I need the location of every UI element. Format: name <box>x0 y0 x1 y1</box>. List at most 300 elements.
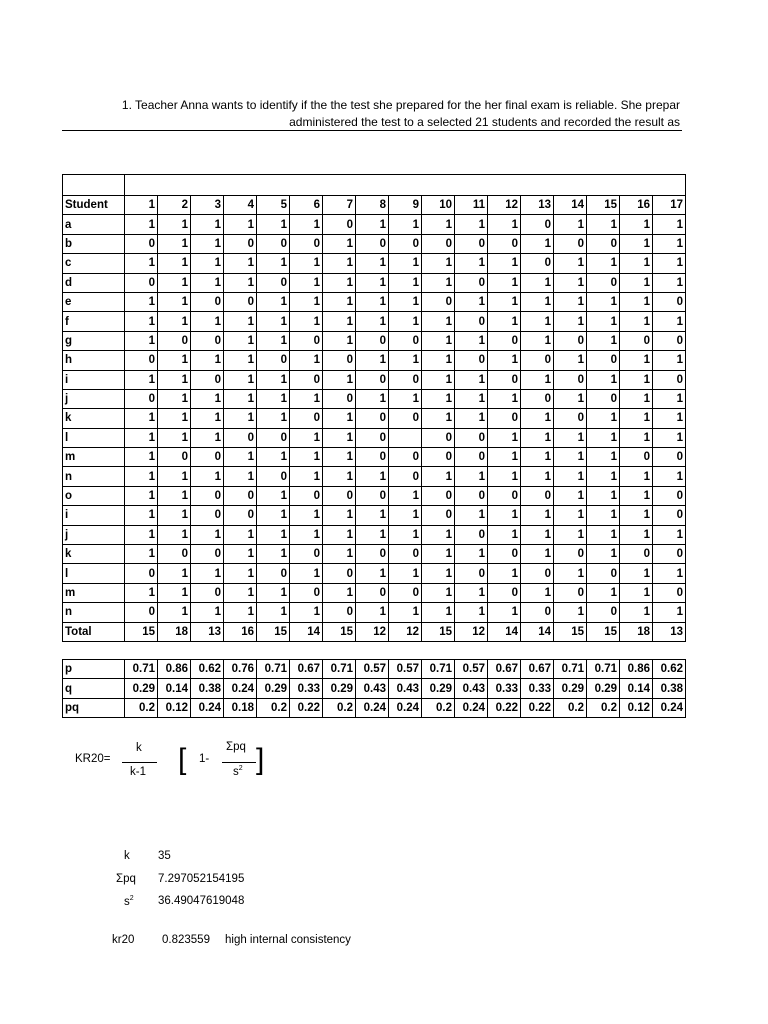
score-cell: 1 <box>323 370 356 389</box>
stats-row-q <box>63 679 686 698</box>
score-cell: 1 <box>191 215 224 234</box>
stats-cell: 0.29 <box>554 679 587 698</box>
score-cell: 1 <box>554 389 587 408</box>
score-cell: 1 <box>356 506 389 525</box>
score-cell: 0 <box>620 448 653 467</box>
score-cell: 1 <box>587 583 620 602</box>
total-cell: 14 <box>521 622 554 641</box>
score-cell: 0 <box>620 331 653 350</box>
score-cell: 0 <box>389 448 422 467</box>
score-cell: 1 <box>620 254 653 273</box>
score-cell: 0 <box>224 292 257 311</box>
student-name: f <box>63 312 125 331</box>
score-cell: 1 <box>125 370 158 389</box>
score-cell: 1 <box>422 312 455 331</box>
score-cell: 1 <box>125 583 158 602</box>
score-cell: 0 <box>653 331 686 350</box>
table-row <box>63 506 686 525</box>
table-row <box>63 234 686 253</box>
score-cell: 0 <box>191 506 224 525</box>
item-number-header: 12 <box>488 196 521 215</box>
score-cell: 1 <box>290 215 323 234</box>
score-cell: 1 <box>257 583 290 602</box>
formula-label: KR20= <box>75 753 111 765</box>
score-cell: 1 <box>422 254 455 273</box>
score-cell: 1 <box>389 603 422 622</box>
stats-cell: 0.14 <box>158 679 191 698</box>
score-cell: 1 <box>224 409 257 428</box>
score-cell: 0 <box>389 409 422 428</box>
score-cell: 1 <box>356 254 389 273</box>
stats-label: pq <box>63 698 125 717</box>
score-cell: 1 <box>290 312 323 331</box>
score-cell: 1 <box>521 409 554 428</box>
score-cell: 1 <box>422 409 455 428</box>
student-name: i <box>63 370 125 389</box>
score-cell: 1 <box>356 215 389 234</box>
score-cell: 0 <box>290 583 323 602</box>
score-cell: 0 <box>422 234 455 253</box>
kr20-interpretation: high internal consistency <box>225 934 351 946</box>
score-cell: 1 <box>125 331 158 350</box>
score-cell: 1 <box>257 448 290 467</box>
variance-value: 36.49047619048 <box>158 895 245 907</box>
score-cell: 1 <box>257 486 290 505</box>
item-number-header: 16 <box>620 196 653 215</box>
item-number-header: 6 <box>290 196 323 215</box>
score-cell: 1 <box>290 525 323 544</box>
score-cell: 1 <box>257 603 290 622</box>
table-row <box>63 486 686 505</box>
stats-cell: 0.2 <box>257 698 290 717</box>
item-number-header: 3 <box>191 196 224 215</box>
header-student-label: Student <box>63 196 125 215</box>
score-cell: 1 <box>422 564 455 583</box>
score-cell: 0 <box>356 370 389 389</box>
score-cell: 1 <box>389 312 422 331</box>
score-cell: 1 <box>455 409 488 428</box>
score-cell: 1 <box>191 428 224 447</box>
score-cell: 0 <box>422 448 455 467</box>
score-cell: 1 <box>191 409 224 428</box>
table-row <box>63 409 686 428</box>
total-cell: 15 <box>323 622 356 641</box>
score-cell: 1 <box>224 545 257 564</box>
stats-cell: 0.22 <box>488 698 521 717</box>
stats-cell: 0.14 <box>620 679 653 698</box>
score-cell: 1 <box>389 254 422 273</box>
score-cell: 1 <box>356 351 389 370</box>
stats-cell: 0.71 <box>422 660 455 679</box>
score-cell: 1 <box>554 312 587 331</box>
score-cell: 1 <box>158 467 191 486</box>
stats-cell: 0.62 <box>191 660 224 679</box>
student-name: g <box>63 331 125 350</box>
score-cell: 0 <box>323 603 356 622</box>
score-cell: 0 <box>224 428 257 447</box>
score-cell: 1 <box>191 564 224 583</box>
score-cell: 0 <box>455 312 488 331</box>
score-cell: 1 <box>191 254 224 273</box>
score-cell: 1 <box>653 389 686 408</box>
blank-merged-cell <box>125 175 686 196</box>
table-row <box>63 331 686 350</box>
variance-label: $s^2$ <box>124 895 134 908</box>
score-cell: 1 <box>521 467 554 486</box>
score-cell: 1 <box>554 467 587 486</box>
score-cell: 1 <box>158 486 191 505</box>
score-cell: 0 <box>356 409 389 428</box>
score-cell: 1 <box>521 312 554 331</box>
score-cell: 0 <box>521 486 554 505</box>
score-cell: 1 <box>455 370 488 389</box>
score-cell: 0 <box>554 234 587 253</box>
table-row <box>63 370 686 389</box>
score-cell: 1 <box>224 351 257 370</box>
stats-cell: 0.24 <box>191 698 224 717</box>
total-cell: 13 <box>653 622 686 641</box>
score-cell: 1 <box>587 506 620 525</box>
score-cell: 1 <box>422 389 455 408</box>
score-cell: 1 <box>323 448 356 467</box>
score-cell: 1 <box>158 506 191 525</box>
total-cell: 15 <box>587 622 620 641</box>
score-cell: 0 <box>125 564 158 583</box>
score-cell: 1 <box>554 215 587 234</box>
score-cell: 0 <box>521 603 554 622</box>
score-cell: 0 <box>455 448 488 467</box>
stats-cell: 0.57 <box>389 660 422 679</box>
score-cell: 1 <box>455 603 488 622</box>
score-cell: 1 <box>587 331 620 350</box>
total-cell: 15 <box>554 622 587 641</box>
score-cell: 0 <box>488 583 521 602</box>
score-cell: 0 <box>521 389 554 408</box>
score-cell: 0 <box>257 564 290 583</box>
stats-cell: 0.86 <box>158 660 191 679</box>
score-cell: 1 <box>191 234 224 253</box>
score-cell: 1 <box>125 525 158 544</box>
score-cell: 0 <box>488 234 521 253</box>
score-cell: 1 <box>521 583 554 602</box>
score-cell: 0 <box>389 234 422 253</box>
score-cell: 1 <box>554 525 587 544</box>
score-cell: 1 <box>323 273 356 292</box>
score-cell: 1 <box>290 273 323 292</box>
score-cell: 1 <box>125 428 158 447</box>
score-cell: 1 <box>323 525 356 544</box>
score-cell: 1 <box>224 254 257 273</box>
stats-cell: 0.2 <box>587 698 620 717</box>
score-cell: 1 <box>158 370 191 389</box>
score-cell: 1 <box>455 506 488 525</box>
score-cell: 1 <box>620 273 653 292</box>
formula-one-minus: 1- <box>199 753 210 765</box>
stats-cell: 0.2 <box>125 698 158 717</box>
total-cell: 18 <box>158 622 191 641</box>
stats-cell: 0.24 <box>356 698 389 717</box>
score-cell: 0 <box>356 583 389 602</box>
score-cell: 0 <box>224 486 257 505</box>
student-name: k <box>63 409 125 428</box>
formula-sum-pq: Σpq <box>226 741 246 753</box>
stats-label: q <box>63 679 125 698</box>
score-cell: 1 <box>653 254 686 273</box>
stats-cell: 0.67 <box>290 660 323 679</box>
score-cell: 1 <box>521 370 554 389</box>
score-cell: 1 <box>554 603 587 622</box>
score-cell: 1 <box>323 292 356 311</box>
open-bracket: [ <box>178 743 187 776</box>
score-cell: 1 <box>290 254 323 273</box>
score-cell: 1 <box>587 525 620 544</box>
table-row <box>63 545 686 564</box>
score-cell: 0 <box>455 234 488 253</box>
student-name: b <box>63 234 125 253</box>
score-cell: 1 <box>125 545 158 564</box>
stats-cell: 0.24 <box>653 698 686 717</box>
score-cell: 0 <box>422 292 455 311</box>
score-cell: 1 <box>620 292 653 311</box>
score-cell: 1 <box>488 467 521 486</box>
score-cell: 1 <box>587 215 620 234</box>
score-cell: 1 <box>125 254 158 273</box>
score-cell: 1 <box>323 312 356 331</box>
score-cell: 1 <box>653 215 686 234</box>
table-row <box>63 448 686 467</box>
score-cell: 1 <box>158 273 191 292</box>
score-cell: 1 <box>323 467 356 486</box>
sum-pq-label: Σpq <box>116 873 136 885</box>
score-cell: 1 <box>356 525 389 544</box>
score-cell: 1 <box>455 254 488 273</box>
score-cell: 1 <box>356 467 389 486</box>
score-cell: 1 <box>323 409 356 428</box>
score-cell: 1 <box>653 409 686 428</box>
score-cell: 1 <box>488 428 521 447</box>
score-cell: 0 <box>323 351 356 370</box>
score-cell: 1 <box>422 545 455 564</box>
score-cell: 0 <box>125 234 158 253</box>
score-cell: 1 <box>389 525 422 544</box>
student-name: m <box>63 448 125 467</box>
score-cell: 1 <box>488 603 521 622</box>
score-cell: 0 <box>224 234 257 253</box>
score-cell: 1 <box>554 351 587 370</box>
title-divider <box>62 130 682 131</box>
item-number-header: 13 <box>521 196 554 215</box>
student-name: a <box>63 215 125 234</box>
stats-cell: 0.12 <box>620 698 653 717</box>
score-cell: 1 <box>653 467 686 486</box>
score-cell: 1 <box>257 409 290 428</box>
score-cell: 1 <box>620 351 653 370</box>
score-cell: 1 <box>488 564 521 583</box>
score-cell: 0 <box>356 234 389 253</box>
table-row <box>63 583 686 602</box>
score-cell: 0 <box>554 409 587 428</box>
score-cell: 1 <box>620 603 653 622</box>
score-cell: 1 <box>488 312 521 331</box>
score-cell: 1 <box>488 389 521 408</box>
item-stats-table <box>62 659 686 718</box>
table-row <box>63 389 686 408</box>
score-cell: 0 <box>653 583 686 602</box>
score-cell: 1 <box>356 273 389 292</box>
score-cell: 1 <box>620 234 653 253</box>
score-cell: 1 <box>620 370 653 389</box>
student-name: i <box>63 506 125 525</box>
score-cell: 1 <box>587 467 620 486</box>
stats-row-pq <box>63 698 686 717</box>
score-cell: 0 <box>191 448 224 467</box>
score-cell: 1 <box>620 409 653 428</box>
score-cell: 1 <box>158 234 191 253</box>
item-number-header: 9 <box>389 196 422 215</box>
score-cell: 0 <box>554 370 587 389</box>
student-name: j <box>63 389 125 408</box>
score-cell: 1 <box>257 389 290 408</box>
stats-cell: 0.43 <box>389 679 422 698</box>
score-cell: 1 <box>620 506 653 525</box>
score-cell: 0 <box>224 506 257 525</box>
score-cell: 0 <box>191 545 224 564</box>
header-row <box>63 196 686 215</box>
stats-cell: 0.67 <box>488 660 521 679</box>
score-cell: 1 <box>389 506 422 525</box>
score-cell: 1 <box>554 448 587 467</box>
stats-cell: 0.29 <box>257 679 290 698</box>
title-line-2: administered the test to a selected 21 students and recorded the result as <box>289 115 680 129</box>
score-cell: 0 <box>290 486 323 505</box>
total-cell: 12 <box>356 622 389 641</box>
score-cell: 1 <box>158 351 191 370</box>
score-cell: 1 <box>224 370 257 389</box>
blank-cell <box>63 175 125 196</box>
item-number-header: 1 <box>125 196 158 215</box>
stats-cell: 0.29 <box>125 679 158 698</box>
score-cell: 1 <box>389 215 422 234</box>
score-cell: 1 <box>191 603 224 622</box>
item-number-header: 4 <box>224 196 257 215</box>
score-cell: 1 <box>290 389 323 408</box>
table-row <box>63 351 686 370</box>
score-cell: 1 <box>125 215 158 234</box>
total-cell: 12 <box>389 622 422 641</box>
score-cell: 1 <box>488 506 521 525</box>
score-cell: 0 <box>389 545 422 564</box>
score-cell: 1 <box>455 292 488 311</box>
score-cell: 0 <box>653 292 686 311</box>
score-cell: 0 <box>191 331 224 350</box>
stats-cell: 0.67 <box>521 660 554 679</box>
stats-cell: 0.76 <box>224 660 257 679</box>
score-cell: 0 <box>158 331 191 350</box>
score-cell: 1 <box>158 215 191 234</box>
score-cell: 1 <box>620 389 653 408</box>
score-cell: 1 <box>290 448 323 467</box>
score-cell: 1 <box>455 389 488 408</box>
k-value: 35 <box>158 850 171 862</box>
formula-variance: $s^2$ <box>233 765 243 778</box>
score-cell: 1 <box>554 273 587 292</box>
total-cell: 15 <box>125 622 158 641</box>
score-cell: 0 <box>356 545 389 564</box>
student-name: m <box>63 583 125 602</box>
stats-cell: 0.24 <box>389 698 422 717</box>
score-cell: 1 <box>158 389 191 408</box>
stats-cell: 0.57 <box>356 660 389 679</box>
score-cell: 0 <box>455 351 488 370</box>
student-name: h <box>63 351 125 370</box>
score-cell: 0 <box>587 389 620 408</box>
fraction-bar <box>122 762 157 763</box>
scores-table <box>62 174 686 642</box>
stats-cell: 0.86 <box>620 660 653 679</box>
kr20-value: 0.823559 <box>162 934 210 946</box>
score-cell: 1 <box>356 292 389 311</box>
total-row <box>63 622 686 641</box>
score-cell: 1 <box>455 545 488 564</box>
score-cell: 1 <box>356 603 389 622</box>
score-cell: 1 <box>422 215 455 234</box>
score-cell: 1 <box>356 389 389 408</box>
item-number-header: 7 <box>323 196 356 215</box>
student-name: l <box>63 428 125 447</box>
score-cell: 0 <box>620 545 653 564</box>
score-cell: 0 <box>290 370 323 389</box>
table-row <box>63 525 686 544</box>
title-line-1: 1. Teacher Anna wants to identify if the the test she prepared for the her final exam is reliable. She prepar <box>121 98 680 112</box>
score-cell: 0 <box>191 486 224 505</box>
stats-cell: 0.38 <box>191 679 224 698</box>
score-cell: 1 <box>224 312 257 331</box>
score-cell: 1 <box>488 448 521 467</box>
score-cell: 1 <box>323 428 356 447</box>
blank-header-row <box>63 175 686 196</box>
score-cell: 1 <box>422 351 455 370</box>
score-cell: 0 <box>356 448 389 467</box>
score-cell: 0 <box>125 273 158 292</box>
table-row <box>63 564 686 583</box>
score-cell: 0 <box>554 331 587 350</box>
score-cell: 1 <box>191 312 224 331</box>
item-number-header: 8 <box>356 196 389 215</box>
stats-cell: 0.12 <box>158 698 191 717</box>
score-cell: 1 <box>257 525 290 544</box>
total-label: Total <box>63 622 125 641</box>
fraction-bar-2 <box>222 762 256 763</box>
score-cell: 1 <box>158 312 191 331</box>
stats-cell: 0.22 <box>290 698 323 717</box>
k-label: k <box>124 850 130 862</box>
score-cell: 0 <box>290 234 323 253</box>
stats-cell: 0.18 <box>224 698 257 717</box>
score-cell: 0 <box>521 351 554 370</box>
score-cell: 1 <box>125 292 158 311</box>
score-cell: 0 <box>587 273 620 292</box>
item-number-header: 11 <box>455 196 488 215</box>
score-cell: 0 <box>422 506 455 525</box>
score-cell: 1 <box>257 312 290 331</box>
score-cell: 1 <box>488 215 521 234</box>
score-cell: 1 <box>620 467 653 486</box>
score-cell: 0 <box>389 467 422 486</box>
score-cell: 1 <box>191 525 224 544</box>
score-cell: 1 <box>455 215 488 234</box>
score-cell: 0 <box>422 428 455 447</box>
score-cell: 1 <box>224 525 257 544</box>
